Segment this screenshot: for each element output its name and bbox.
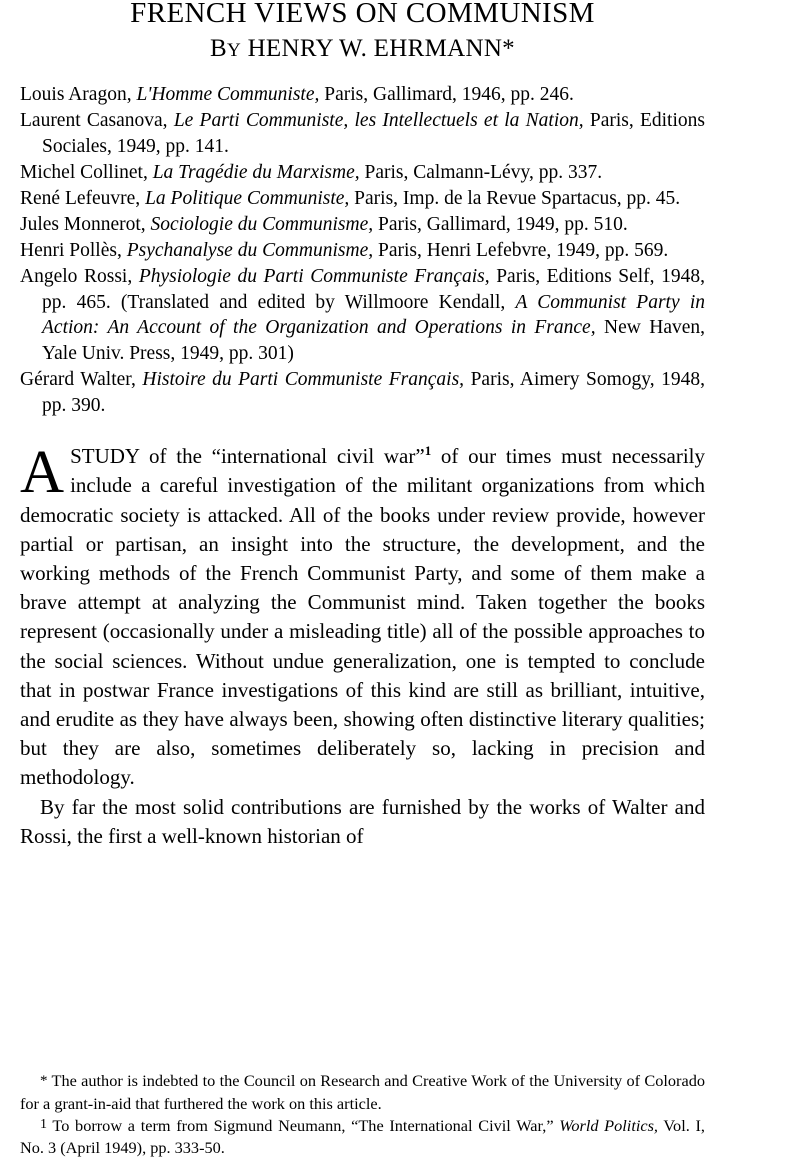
biblio-publication: Paris, Editions Self, 1948, pp. 465. (Translated and edited by Willmoore Kendall,	[42, 266, 705, 313]
list-item	[20, 367, 705, 418]
author-byline	[20, 34, 705, 66]
biblio-author: Angelo Rossi,	[20, 266, 139, 288]
biblio-publication: Paris, Aimery Somogy, 1948, pp. 390.	[42, 369, 705, 416]
page-title: FRENCH VIEWS ON COMMUNISM	[130, 0, 595, 29]
biblio-author: Laurent Casanova,	[20, 110, 174, 132]
footnote-one-marker: 1	[40, 1117, 47, 1132]
footnote-star-text: The author is indebted to the Council on Research and Creative Work of the University of Colorado for a grant-in-aid that furthered the work on this article.	[20, 1071, 705, 1113]
list-item	[20, 82, 705, 108]
byline-prefix-cap: B	[210, 35, 227, 62]
biblio-work-title: Histoire du Parti Communiste Français,	[142, 369, 465, 391]
list-item	[20, 108, 705, 159]
footnote-section	[20, 1070, 705, 1158]
biblio-translated-publication: New Haven, Yale Univ. Press, 1949, pp. 301)	[42, 317, 706, 364]
biblio-work-title: Psychanalyse du Communisme,	[126, 240, 374, 262]
body-text-segment: of our times must necessarily include a careful investigation of the militant organizations from which democratic society is attacked. All of the books under review provide, however partial or partisan, an insight into the structure, the development, and the working methods of the French Communist Party, and some of them make a brave attempt at analyzing the Communist mind. Taken together the books represent (occasionally under a misleading title) all of the possible approaches to the social sciences. Without undue generalization, one is tempted to conclude that in postwar France investigations of this kind are still as brilliant, intuitive, and erudite as they have always been, showing often distinctive literary qualities; but they are also, sometimes deliberately so, lacking in precision and methodology.	[20, 444, 705, 790]
biblio-author: Gérard Walter,	[20, 369, 143, 391]
biblio-work-title: La Tragédie du Marxisme,	[152, 161, 360, 183]
drop-cap-letter: A	[20, 439, 65, 507]
biblio-work-title: Sociologie du Communisme,	[150, 213, 374, 235]
biblio-work-title: La Politique Communiste,	[145, 187, 350, 209]
biblio-author: René Lefeuvre,	[20, 187, 146, 209]
list-item	[20, 212, 705, 238]
footnote-star-marker: *	[40, 1073, 48, 1089]
list-item	[20, 238, 705, 264]
body-paragraph-first	[20, 439, 705, 792]
biblio-author: Michel Collinet,	[20, 161, 153, 183]
body-paragraph-second: By far the most solid contributions are furnished by the works of Walter and Rossi, the first a well-known historian of	[20, 794, 705, 848]
footnote-one	[20, 1114, 705, 1158]
footnote-one-text: To borrow a term from Sigmund Neumann, “The International Civil War,”	[47, 1116, 560, 1135]
biblio-work-title: Le Parti Communiste, les Intellectuels et la Nation,	[173, 110, 584, 132]
byline-prefix-small: Y	[226, 40, 242, 61]
biblio-publication: Paris, Editions Sociales, 1949, pp. 141.	[42, 110, 705, 157]
footnote-one-citation: Vol. I, No. 3 (April 1949), pp. 333-50.	[20, 1116, 705, 1157]
footnote-reference-1[interactable]: 1	[424, 443, 432, 459]
article-body	[20, 439, 705, 851]
biblio-publication: Paris, Calmann-Lévy, pp. 337.	[359, 161, 603, 183]
biblio-author: Henri Pollès,	[20, 240, 127, 262]
biblio-publication: Paris, Gallimard, 1949, pp. 510.	[373, 213, 628, 235]
footnote-journal-title: World Politics,	[559, 1116, 658, 1135]
biblio-author: Jules Monnerot,	[20, 213, 151, 235]
biblio-publication: Paris, Gallimard, 1946, pp. 246.	[319, 84, 574, 105]
list-item	[20, 264, 705, 366]
body-opening-words: STUDY	[70, 444, 140, 469]
biblio-author: Louis Aragon,	[20, 84, 137, 105]
byline-author-name: HENRY W. EHRMANN*	[247, 35, 515, 62]
biblio-work-title: Physiologie du Parti Communiste Français,	[138, 266, 490, 288]
footnote-asterisk	[20, 1070, 705, 1114]
biblio-publication: Paris, Henri Lefebvre, 1949, pp. 569.	[373, 240, 669, 262]
list-item	[20, 186, 705, 212]
biblio-publication: Paris, Imp. de la Revue Spartacus, pp. 45.	[349, 187, 681, 209]
bibliography-list	[20, 82, 705, 418]
biblio-translated-title: A Communist Party in Action: An Account of the Organization and Operations in France,	[42, 291, 705, 339]
list-item	[20, 160, 705, 186]
biblio-work-title: L'Homme Communiste,	[136, 84, 320, 105]
body-text-segment: of the “international civil war”	[139, 444, 425, 469]
